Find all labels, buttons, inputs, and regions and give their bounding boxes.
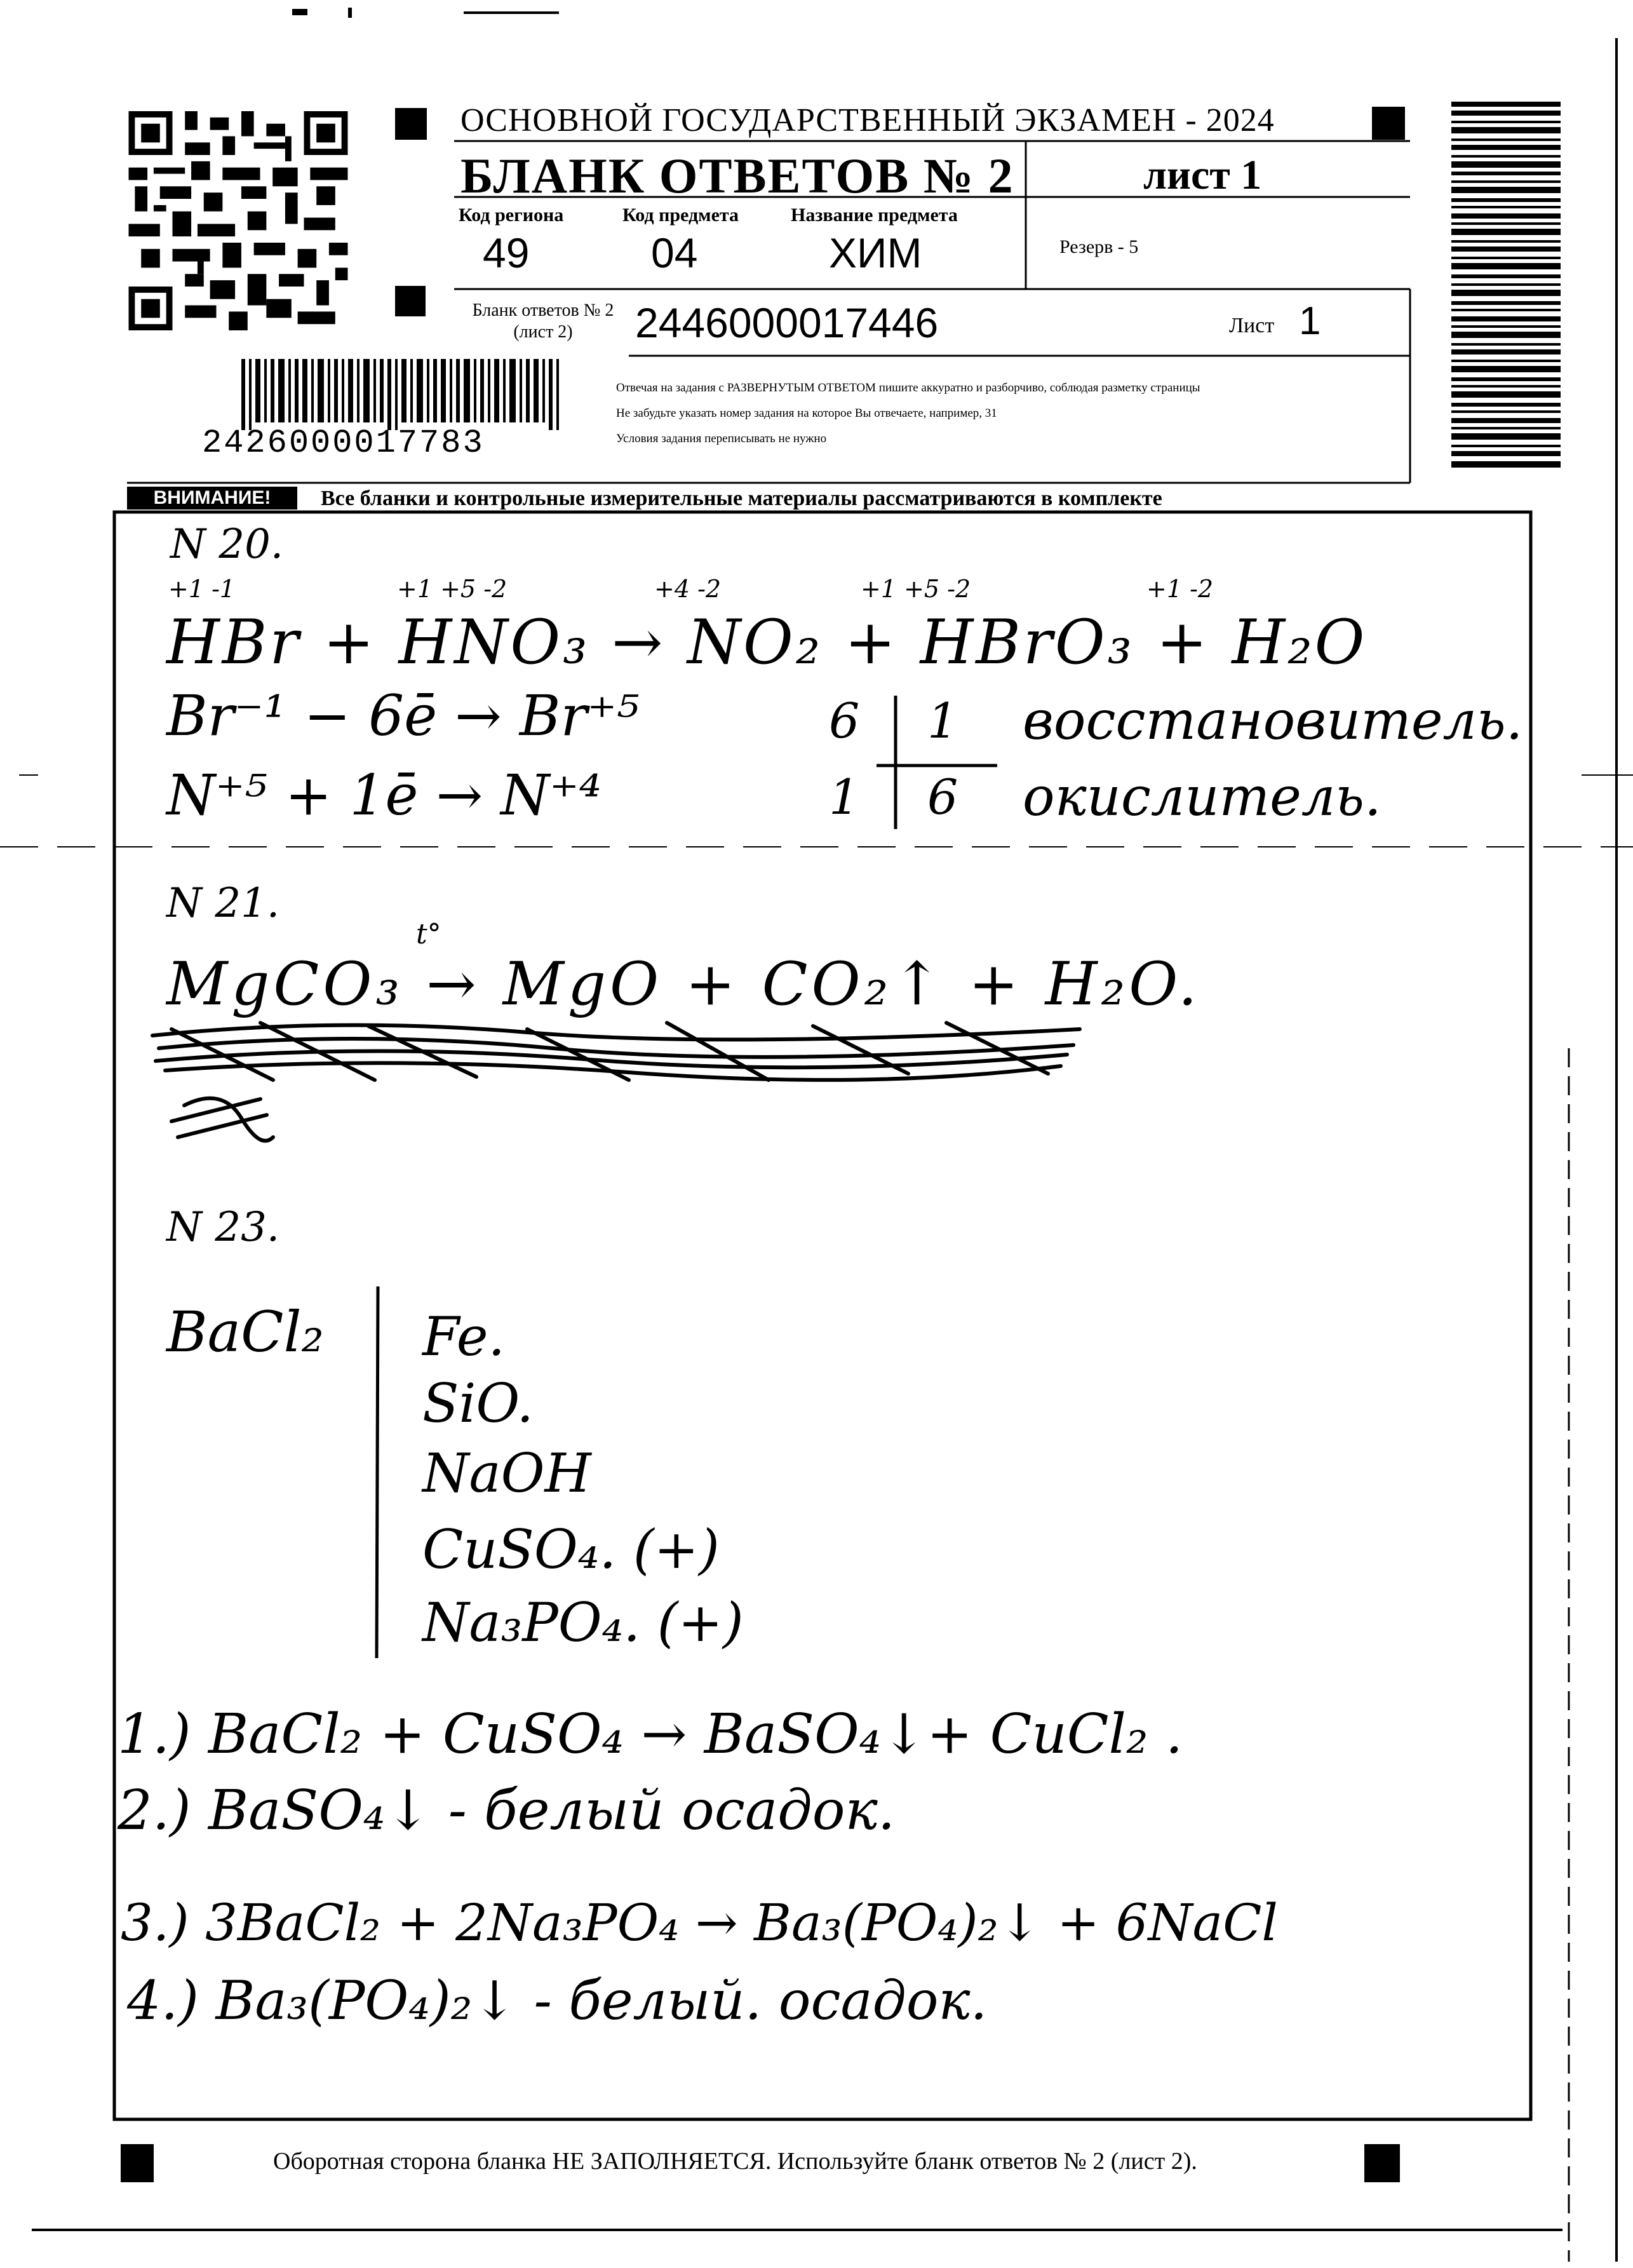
balance-divider: [877, 696, 1004, 835]
task23-list-item: CuSO₄. (+): [422, 1518, 720, 1581]
task20-oxidation-states: [168, 575, 1312, 607]
sheet2-ref-line1: Бланк ответов № 2: [472, 300, 614, 320]
sheet2-number: 2446000017446: [635, 299, 939, 346]
reagent-divider: [372, 1286, 384, 1661]
ox-state: +1 +5 -2: [861, 575, 971, 603]
region-label: Код региона: [459, 205, 564, 226]
task23-step: 2.) BaSO₄↓ - белый осадок.: [118, 1779, 896, 1842]
task20-coef-2: 1: [829, 769, 860, 825]
task23-step: 3.) 3BaCl₂ + 2Na₃PO₄ → Ba₃(PO₄)₂↓ + 6NaCl: [121, 1893, 1278, 1952]
task20-equation: HBr + HNO₃ → NO₂ + HBrO₃ + H₂O: [166, 607, 1368, 678]
task20-coef-1: 6: [829, 692, 860, 749]
sheet-label: Лист: [1229, 314, 1275, 337]
task23-list-item: NaOH: [422, 1442, 591, 1504]
task20-half-reaction-2: N⁺⁵ + 1ē → N⁺⁴: [166, 762, 601, 828]
task23-label: N 23.: [166, 1204, 280, 1251]
task20-factor-1: 1: [927, 692, 958, 749]
sheet2-ref-line2: (лист 2): [513, 322, 573, 342]
task21-equation: MgCO₃ → MgO + CO₂↑ + H₂O.: [166, 950, 1201, 1019]
task23-step: 1.) BaCl₂ + CuSO₄ → BaSO₄↓+ CuCl₂ .: [118, 1703, 1183, 1766]
barcode-number: 2426000017783: [202, 424, 485, 462]
ox-state: +1 -2: [1146, 575, 1214, 603]
subject-code-label: Код предмета: [622, 205, 739, 226]
sheet-number: 1: [1299, 299, 1321, 343]
task23-step: 4.) Ba₃(PO₄)₂↓ - белый. осадок.: [127, 1969, 988, 2032]
task20-role-2: окислитель.: [1023, 766, 1381, 828]
crossed-out-scribble: [146, 1010, 1099, 1163]
warning-badge: ВНИМАНИЕ!: [127, 487, 297, 510]
task23-list-item: Fe.: [422, 1306, 506, 1368]
exam-title: ОСНОВНОЙ ГОСУДАРСТВЕННЫЙ ЭКЗАМЕН - 2024: [460, 102, 1275, 138]
task23-reagent: BaCl₂: [166, 1299, 324, 1365]
form-title: БЛАНК ОТВЕТОВ № 2: [460, 148, 1014, 203]
task23-list-item: SiO.: [422, 1372, 534, 1434]
subject-name-label: Название предмета: [791, 205, 958, 226]
ox-state: +1 +5 -2: [397, 575, 507, 603]
instruction-line: Не забудьте указать номер задания на которое Вы отвечаете, например, 31: [616, 407, 997, 420]
region-value: 49: [483, 229, 530, 276]
task20-role-1: восстановитель.: [1023, 689, 1523, 752]
instruction-line: Отвечая на задания с РАЗВЕРНУТЫМ ОТВЕТОМ пишите аккуратно и разборчиво, соблюдая разметку страницы: [616, 381, 1200, 395]
task20-half-reaction-1: Br⁻¹ − 6ē → Br⁺⁵: [166, 683, 640, 748]
task21-label: N 21.: [166, 880, 280, 927]
warning-text: Все бланки и контрольные измерительные материалы рассматриваются в комплекте: [321, 487, 1162, 510]
reserve-label: Резерв - 5: [1059, 236, 1139, 257]
ox-state: +4 -2: [654, 575, 722, 603]
sheet-title: лист 1: [1143, 152, 1262, 198]
subject-code-value: 04: [651, 229, 698, 276]
task20-factor-2: 6: [927, 769, 958, 825]
task21-condition: t°: [416, 918, 441, 950]
footer-note: Оборотная сторона бланка НЕ ЗАПОЛНЯЕТСЯ. Используйте бланк ответов № 2 (лист 2).: [273, 2148, 1197, 2175]
subject-name-value: ХИМ: [829, 229, 922, 276]
task23-list-item: Na₃PO₄. (+): [422, 1591, 744, 1654]
task20-label: N 20.: [170, 521, 284, 568]
ox-state: +1 -1: [168, 575, 236, 603]
instruction-line: Условия задания переписывать не нужно: [616, 432, 827, 445]
